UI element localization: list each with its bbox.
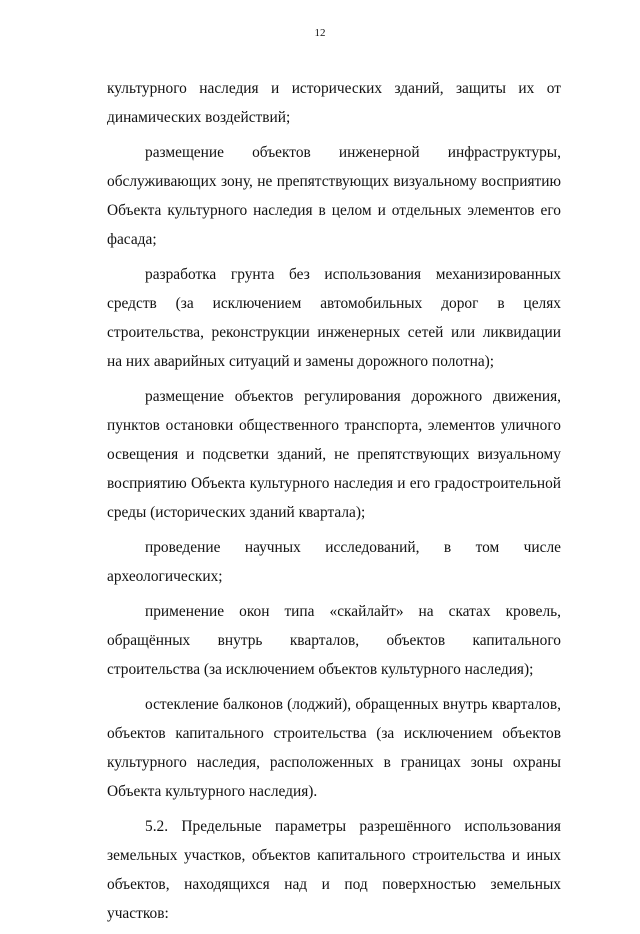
document-body bbox=[107, 74, 561, 934]
paragraph-traffic-objects: размещение объектов регулирования дорожного движения, пунктов остановки общественного транспорта, элементов уличного освещения и подсветки зданий, не препятствующих визуальному восприятию Объекта культурного наследия и его градостроительной среды (исторических зданий квартала); bbox=[107, 388, 561, 521]
paragraph-soil-works: разработка грунта без использования механизированных средств (за исключением автомобильных дорог в целях строительства, реконструкции инженерных сетей или ликвидации на них аварийных ситуаций и замены дорожного полотна); bbox=[107, 266, 561, 370]
paragraph-continuation: культурного наследия и исторических зданий, защиты их от динамических воздействий; bbox=[107, 80, 561, 126]
page-number: 12 bbox=[314, 27, 326, 39]
paragraph-scientific-research: проведение научных исследований, в том числе археологических; bbox=[107, 539, 561, 585]
paragraph-skylight-windows: применение окон типа «скайлайт» на скатах кровель, обращённых внутрь кварталов, объектов капитального строительства (за исключением объектов культурного наследия); bbox=[107, 603, 561, 678]
paragraph-section-5-2: 5.2. Предельные параметры разрешённого использования земельных участков, объектов капитального строительства и иных объектов, находящихся над и под поверхностью земельных участков: bbox=[107, 818, 561, 922]
paragraph-balcony-glazing: остекление балконов (лоджий), обращенных внутрь кварталов, объектов капитального строительства (за исключением объектов культурного наследия, расположенных в границах зоны охраны Объекта культурного наследия). bbox=[107, 696, 561, 800]
paragraph-engineering-infrastructure: размещение объектов инженерной инфраструктуры, обслуживающих зону, не препятствующих визуальному восприятию Объекта культурного наследия в целом и отдельных элементов его фасада; bbox=[107, 144, 561, 248]
